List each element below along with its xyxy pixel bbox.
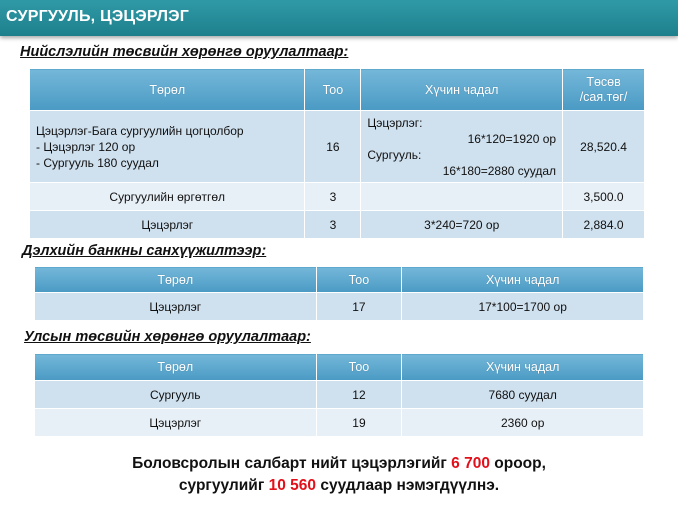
row-type: Цэцэрлэг-Бага сургуулийн цогцолбор - Цэцэрлэг 120 ор - Сургууль 180 суудал bbox=[30, 111, 305, 183]
header-capacity: Хүчин чадал bbox=[361, 69, 563, 111]
summary-line-2-suffix: суудлаар нэмэгдүүлнэ. bbox=[316, 477, 500, 494]
row-type: Сургуулийн өргөтгөл bbox=[30, 183, 305, 211]
row-type: Цэцэрлэг bbox=[35, 293, 317, 321]
summary-line-1-suffix: ороор, bbox=[489, 455, 546, 472]
row-type: Сургууль bbox=[35, 381, 317, 409]
summary-line-1-prefix: Боловсролын салбарт нийт цэцэрлэгийг bbox=[132, 455, 452, 472]
table-row bbox=[35, 409, 644, 437]
row-count: 3 bbox=[305, 183, 361, 211]
table-row bbox=[30, 211, 645, 239]
row-capacity: 3*240=720 ор bbox=[361, 211, 563, 239]
row-count: 12 bbox=[316, 381, 402, 409]
row-count: 3 bbox=[305, 211, 361, 239]
summary-school-total: 10 560 bbox=[268, 477, 317, 494]
state-budget-table bbox=[34, 353, 644, 437]
row-type: Цэцэрлэг bbox=[30, 211, 305, 239]
table-row bbox=[30, 111, 645, 183]
summary-kindergarten-total: 6 700 bbox=[451, 455, 490, 472]
header-count: Тоо bbox=[316, 267, 402, 293]
row-budget: 2,884.0 bbox=[563, 211, 645, 239]
table-row bbox=[30, 183, 645, 211]
world-bank-table bbox=[34, 266, 644, 321]
header-type: Төрөл bbox=[35, 354, 317, 381]
capacity-value-school: 16*180=2880 суудал bbox=[442, 163, 557, 178]
row-count: 17 bbox=[316, 293, 402, 321]
row-type: Цэцэрлэг bbox=[35, 409, 317, 437]
section-heading-state-budget: Улсын төсвийн хөрөнгө оруулалтаар: bbox=[24, 329, 311, 345]
table-row bbox=[35, 381, 644, 409]
row-count: 16 bbox=[305, 111, 361, 183]
section-heading-world-bank: Дэлхийн банкны санхүүжилтээр: bbox=[22, 243, 267, 259]
header-budget: Төсөв /сая.төг/ bbox=[563, 69, 645, 111]
row-budget: 3,500.0 bbox=[563, 183, 645, 211]
row-capacity: 2360 ор bbox=[402, 409, 644, 437]
slide-title: СУРГУУЛЬ, ЦЭЦЭРЛЭГ bbox=[6, 8, 190, 25]
city-budget-table bbox=[29, 68, 645, 239]
header-type: Төрөл bbox=[30, 69, 305, 111]
summary-line-1 bbox=[0, 455, 678, 473]
row-capacity bbox=[361, 183, 563, 211]
table-header-row bbox=[35, 354, 644, 381]
table-header-row bbox=[30, 69, 645, 111]
header-capacity: Хүчин чадал bbox=[402, 354, 644, 381]
header-count: Тоо bbox=[305, 69, 361, 111]
table-header-row bbox=[35, 267, 644, 293]
capacity-label-kindergarten: Цэцэрлэг: bbox=[367, 115, 423, 130]
summary-line-2-prefix: сургуулийг bbox=[178, 477, 269, 494]
row-budget: 28,520.4 bbox=[563, 111, 645, 183]
table-row bbox=[35, 293, 644, 321]
row-capacity: 7680 суудал bbox=[402, 381, 644, 409]
row-count: 19 bbox=[316, 409, 402, 437]
row-capacity: 17*100=1700 ор bbox=[402, 293, 644, 321]
header-type: Төрөл bbox=[35, 267, 317, 293]
header-capacity: Хүчин чадал bbox=[402, 267, 644, 293]
capacity-label-school: Сургууль: bbox=[367, 147, 422, 162]
capacity-value-kindergarten: 16*120=1920 ор bbox=[467, 131, 557, 146]
section-heading-city-budget: Нийслэлийн төсвийн хөрөнгө оруулалтаар: bbox=[20, 44, 349, 60]
summary-line-2 bbox=[0, 477, 678, 495]
title-bar bbox=[0, 0, 678, 36]
header-count: Тоо bbox=[316, 354, 402, 381]
row-capacity bbox=[361, 111, 563, 183]
